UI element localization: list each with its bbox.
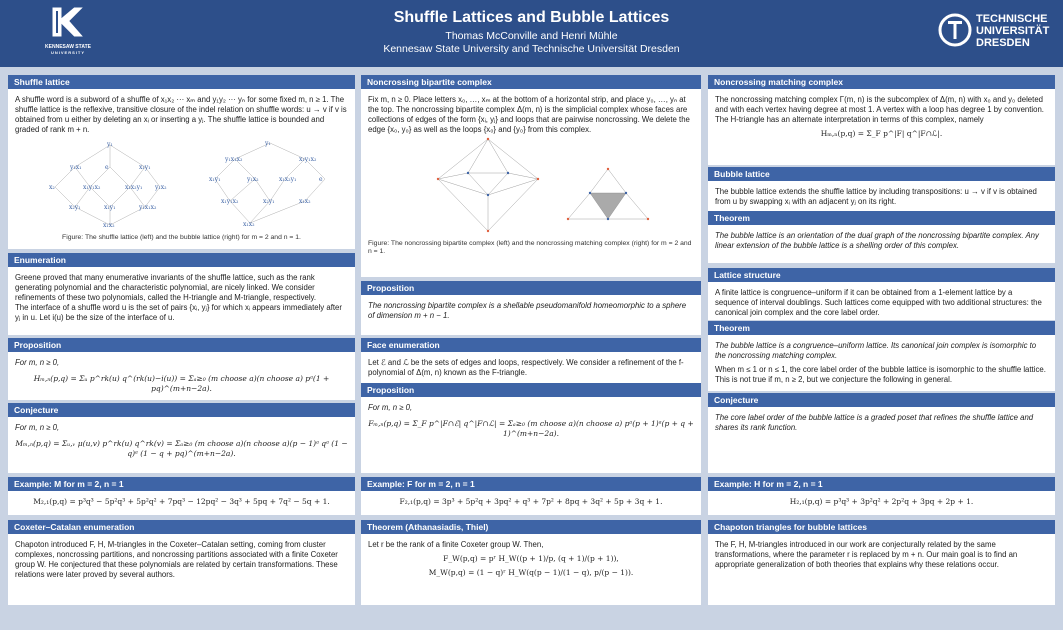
proposition-intro: For m, n ≥ 0, — [15, 358, 60, 367]
svg-text:x₁x₂: x₁x₂ — [103, 222, 115, 229]
tud-name: TECHNISCHE UNIVERSITÄT DRESDEN — [976, 13, 1050, 49]
section-body — [8, 354, 355, 398]
poster-header — [0, 0, 1063, 67]
poster-footer — [0, 612, 1063, 630]
section-theorem-athanasiadis-thiel — [361, 520, 701, 605]
example-m-formula: M₂,₁(p,q) = p³q³ − 5p²q³ + 5p²q² + 7pq³ − 12pq² − 3q³ + 5pq + 7q² − 5q + 1. — [33, 497, 330, 506]
poster-title: Shuffle Lattices and Bubble Lattices — [393, 9, 670, 26]
svg-text:x₂y₁: x₂y₁ — [69, 204, 81, 211]
section-heading: Noncrossing matching complex — [708, 75, 1055, 89]
figure-caption: Figure: The noncrossing bipartite complex (left) and the noncrossing matching complex (right) for m = 2 and n = 1. — [368, 240, 692, 255]
noncrossing-bipartite-text: Fix m, n ≥ 0. Place letters x₀, …, xₘ at the bottom of a horizontal strip, and place y₀, …, yₙ at the top. The noncrossing bipartite complex Δ(m, n) is the simplicial complex whose faces are collections of edges of the form {xᵢ, yⱼ} and loops that are pairwise noncrossing. We delete the edge {x₀, y₀} as well as the loops {x₀} and {y₀} from this complex. — [368, 95, 690, 134]
section-example-h — [708, 477, 1055, 515]
svg-text:y₁: y₁ — [107, 141, 113, 148]
svg-text:y₁x₂: y₁x₂ — [247, 176, 259, 183]
svg-text:x₁y₁x₂: x₁y₁x₂ — [221, 198, 239, 205]
svg-text:y₁x₁x₂: y₁x₁x₂ — [139, 204, 157, 211]
section-heading: Proposition — [361, 281, 701, 295]
section-body — [8, 91, 355, 246]
theorem-intro: Let r be the rank of a finite Coxeter group W. Then, — [368, 540, 544, 549]
section-body — [708, 91, 1055, 143]
section-chapoton-triangles — [708, 520, 1055, 605]
section-body: The bubble lattice is an orientation of the dual graph of the noncrossing bipartite complex. Any linear extension of the bubble lattice is a shelling order of this complex. — [715, 231, 1039, 250]
section-body — [361, 493, 701, 511]
section-body — [361, 536, 701, 582]
section-noncrossing-bipartite — [361, 75, 701, 277]
section-body — [361, 399, 701, 443]
section-example-f — [361, 477, 701, 515]
f-h-relation-formula: F_W(p,q) = pʳ H_W((p + 1)/p, (q + 1)/(p + 1)), — [443, 554, 619, 563]
svg-text:x₁x₂y₁: x₁x₂y₁ — [125, 184, 143, 191]
svg-text:x₁y₁x₂: x₁y₁x₂ — [83, 184, 101, 191]
section-heading: Conjecture — [708, 393, 1055, 407]
theorem-followup: When m ≤ 1 or n ≤ 1, the core label order of the bubble lattice is isomorphic to the shuffle lattice. This is not true if m, n ≥ 2, but we conjecture the following in general. — [715, 365, 1046, 384]
section-body: Let ℰ and ℒ be the sets of edges and loops, respectively. We consider a refinement of the f-polynomial of Δ(m, n) known as the F-triangle. — [368, 358, 684, 377]
section-conjecture-m — [8, 403, 355, 473]
section-heading: Chapoton triangles for bubble lattices — [708, 520, 1055, 534]
section-heading: Noncrossing bipartite complex — [361, 75, 701, 89]
shuffle-bubble-figure — [15, 139, 348, 231]
svg-text:x₂: x₂ — [49, 184, 55, 191]
section-noncrossing-matching — [708, 75, 1055, 165]
section-heading: Conjecture — [8, 403, 355, 417]
section-body — [708, 493, 1055, 511]
section-heading: Proposition — [361, 383, 701, 397]
section-theorem-congruence — [708, 321, 1055, 391]
section-body: Chapoton introduced F, H, M-triangles in the Coxeter–Catalan setting, coming from cluster complexes, noncrossing partitions, and noncrossing partitions associated with a finite Coxeter group W. He conjectured that these polynomials are related by certain transformations. These relations were later proved by several authors. — [15, 540, 338, 579]
section-heading: Theorem — [708, 211, 1055, 225]
section-heading: Shuffle lattice — [8, 75, 355, 89]
section-proposition-shellable — [361, 281, 701, 335]
svg-text:x₁y₁: x₁y₁ — [104, 204, 116, 211]
ksu-subname: UNIVERSITY — [50, 50, 85, 55]
section-heading: Lattice structure — [708, 268, 1055, 282]
svg-text:x₁y₁: x₁y₁ — [209, 176, 221, 183]
m-triangle-formula: Mₘ,ₙ(p,q) = Σᵤ,ᵥ μ(u,v) p^rk(u) q^rk(v) = Σₐ≥₀ (m choose a)(n choose a)(p − 1)ᵃ qᵃ (1 − q)ᵃ (1 − q + pq)^(m+n−2a). — [15, 439, 348, 458]
enumeration-text-2: The interface of a shuffle word u is the set of pairs {xᵢ, yⱼ} for which xᵢ appears immediately after yⱼ in u. Let i(u) be the size of the interface of u. — [15, 303, 342, 322]
svg-text:x₁y₁: x₁y₁ — [139, 164, 151, 171]
section-heading: Enumeration — [8, 253, 355, 267]
section-heading: Coxeter–Catalan enumeration — [8, 520, 355, 534]
section-body — [8, 269, 355, 327]
section-face-enumeration — [361, 338, 701, 384]
tud-emblem-icon — [938, 13, 972, 47]
section-body: A finite lattice is congruence–uniform if it can be obtained from a 1-element lattice by a sequence of interval doublings. Such lattices come equipped with two additional structures: the canonical join complex and the core label order. — [715, 288, 1042, 317]
example-f-formula: F₂,₁(p,q) = 3p³ + 5p²q + 3pq² + q³ + 7p² + 8pq + 3q² + 5p + 3q + 1. — [399, 497, 663, 506]
noncrossing-matching-text: The noncrossing matching complex Γ(m, n) is the subcomplex of Δ(m, n) with x₀ and y₀ deleted and with each vertex having degree at most 1. A vertex with a loop has degree 1 by convention. The H-triangle has an alternate interpretation in terms of this complex, namely — [715, 95, 1044, 124]
section-heading: Example: F for m = 2, n = 1 — [361, 477, 701, 491]
h-triangle-alt-formula: Hₘ,ₙ(p,q) = Σ_F p^|F| q^|F∩ℒ|. — [820, 129, 943, 138]
section-proposition-f — [361, 383, 701, 473]
section-body: The bubble lattice extends the shuffle lattice by including transpositions: u → v if v is obtained from u by swapping xᵢ with an adjacent yⱼ on its right. — [715, 187, 1037, 206]
svg-text:x₁y₁x₂: x₁y₁x₂ — [299, 156, 317, 163]
ksu-name: KENNESAW STATE — [45, 44, 91, 50]
section-heading: Face enumeration — [361, 338, 701, 352]
theorem-statement: The bubble lattice is a congruence–uniform lattice. Its canonical join complex is isomorphic to the noncrossing matching complex. — [715, 341, 1037, 360]
f-triangle-formula: Fₘ,ₙ(p,q) = Σ_F p^|F∩ℰ| q^|F∩ℒ| = Σₐ≥₀ (m choose a)(n choose a) pᵃ(p + 1)ᵃ(p + q + 1)^(m+n−2a). — [368, 419, 694, 438]
section-body — [708, 337, 1055, 389]
section-body — [8, 419, 355, 463]
section-heading: Proposition — [8, 338, 355, 352]
svg-text:x₁x₂: x₁x₂ — [243, 221, 255, 228]
tud-logo — [938, 13, 1058, 53]
svg-text:y₁x₁x₂: y₁x₁x₂ — [225, 156, 243, 163]
section-example-m — [8, 477, 355, 515]
svg-text:e: e — [105, 164, 109, 171]
shuffle-lattice-text: A shuffle word is a subword of a shuffle of x₁x₂ ··· xₘ and y₁y₂ ··· yₙ for some fixed m, n ≥ 1. The shuffle lattice is the reflexive, transitive closure of the indel relation on shuffle words: u → v if v is obtained from u either by deleting an xᵢ or inserting a yⱼ. The shuffle lattice is bounded and graded of rank m + n. — [15, 95, 347, 134]
section-proposition-h — [8, 338, 355, 400]
svg-text:y₁x₂: y₁x₂ — [155, 184, 167, 191]
enumeration-text: Greene proved that many enumerative invariants of the shuffle lattice, such as the rank generating polynomial and the characteristic polynomial, are nicely linked. We consider refinements of these two polynomials, called the H-triangle and M-triangle, respectively. — [15, 273, 317, 302]
figure-caption: Figure: The shuffle lattice (left) and the bubble lattice (right) for m = 2 and n = 1. — [62, 234, 301, 241]
section-body: The F, H, M-triangles introduced in our work are conjecturally related by the same transformations, where the parameter r is replaced by m + n. Our main goal is to find an appropriate generalization of both theories that explains why these relations occur. — [715, 540, 1018, 569]
section-heading: Bubble lattice — [708, 167, 1055, 181]
example-h-formula: H₂,₁(p,q) = p³q³ + 3p²q² + 2p²q + 3pq + 2p + 1. — [789, 497, 974, 506]
section-lattice-structure — [708, 268, 1055, 320]
section-heading: Example: H for m = 2, n = 1 — [708, 477, 1055, 491]
section-body — [8, 493, 355, 511]
complex-figure — [368, 135, 694, 237]
svg-text:e: e — [319, 176, 323, 183]
conjecture-intro: For m, n ≥ 0, — [15, 423, 60, 432]
svg-text:y₁: y₁ — [265, 140, 271, 147]
svg-text:x₁x₂y₁: x₁x₂y₁ — [279, 176, 297, 183]
svg-text:x₁x₂: x₁x₂ — [299, 198, 311, 205]
poster-affiliation: Kennesaw State University and Technische Universität Dresden — [383, 43, 680, 55]
section-conjecture-core — [708, 393, 1055, 473]
section-body: The noncrossing bipartite complex is a shellable pseudomanifold homeomorphic to a sphere of dimension m + n − 1. — [368, 301, 687, 320]
section-heading: Theorem — [708, 321, 1055, 335]
poster-authors: Thomas McConville and Henri Mühle — [445, 30, 618, 42]
section-bubble-lattice — [708, 167, 1055, 211]
svg-text:x₂y₁: x₂y₁ — [263, 198, 275, 205]
proposition-intro: For m, n ≥ 0, — [368, 403, 413, 412]
section-theorem-shelling — [708, 211, 1055, 263]
section-enumeration — [8, 253, 355, 335]
section-heading: Example: M for m = 2, n = 1 — [8, 477, 355, 491]
m-h-relation-formula: M_W(p,q) = (1 − q)ʳ H_W(q(p − 1)/(1 − q), p/(p − 1)). — [428, 568, 634, 577]
h-triangle-formula: Hₘ,ₙ(p,q) = Σᵤ p^rk(u) q^(rk(u)−i(u)) = Σₐ≥₀ (m choose a)(n choose a) pᵃ(1 + pq)^(m+n−2a). — [33, 374, 330, 393]
section-shuffle-lattice — [8, 75, 355, 249]
section-coxeter-catalan — [8, 520, 355, 605]
section-body: The core label order of the bubble lattice is a graded poset that refines the shuffle lattice and shares its rank function. — [715, 413, 1034, 432]
section-heading: Theorem (Athanasiadis, Thiel) — [361, 520, 701, 534]
svg-text:y₁x₁: y₁x₁ — [70, 164, 82, 171]
section-body — [361, 91, 701, 260]
